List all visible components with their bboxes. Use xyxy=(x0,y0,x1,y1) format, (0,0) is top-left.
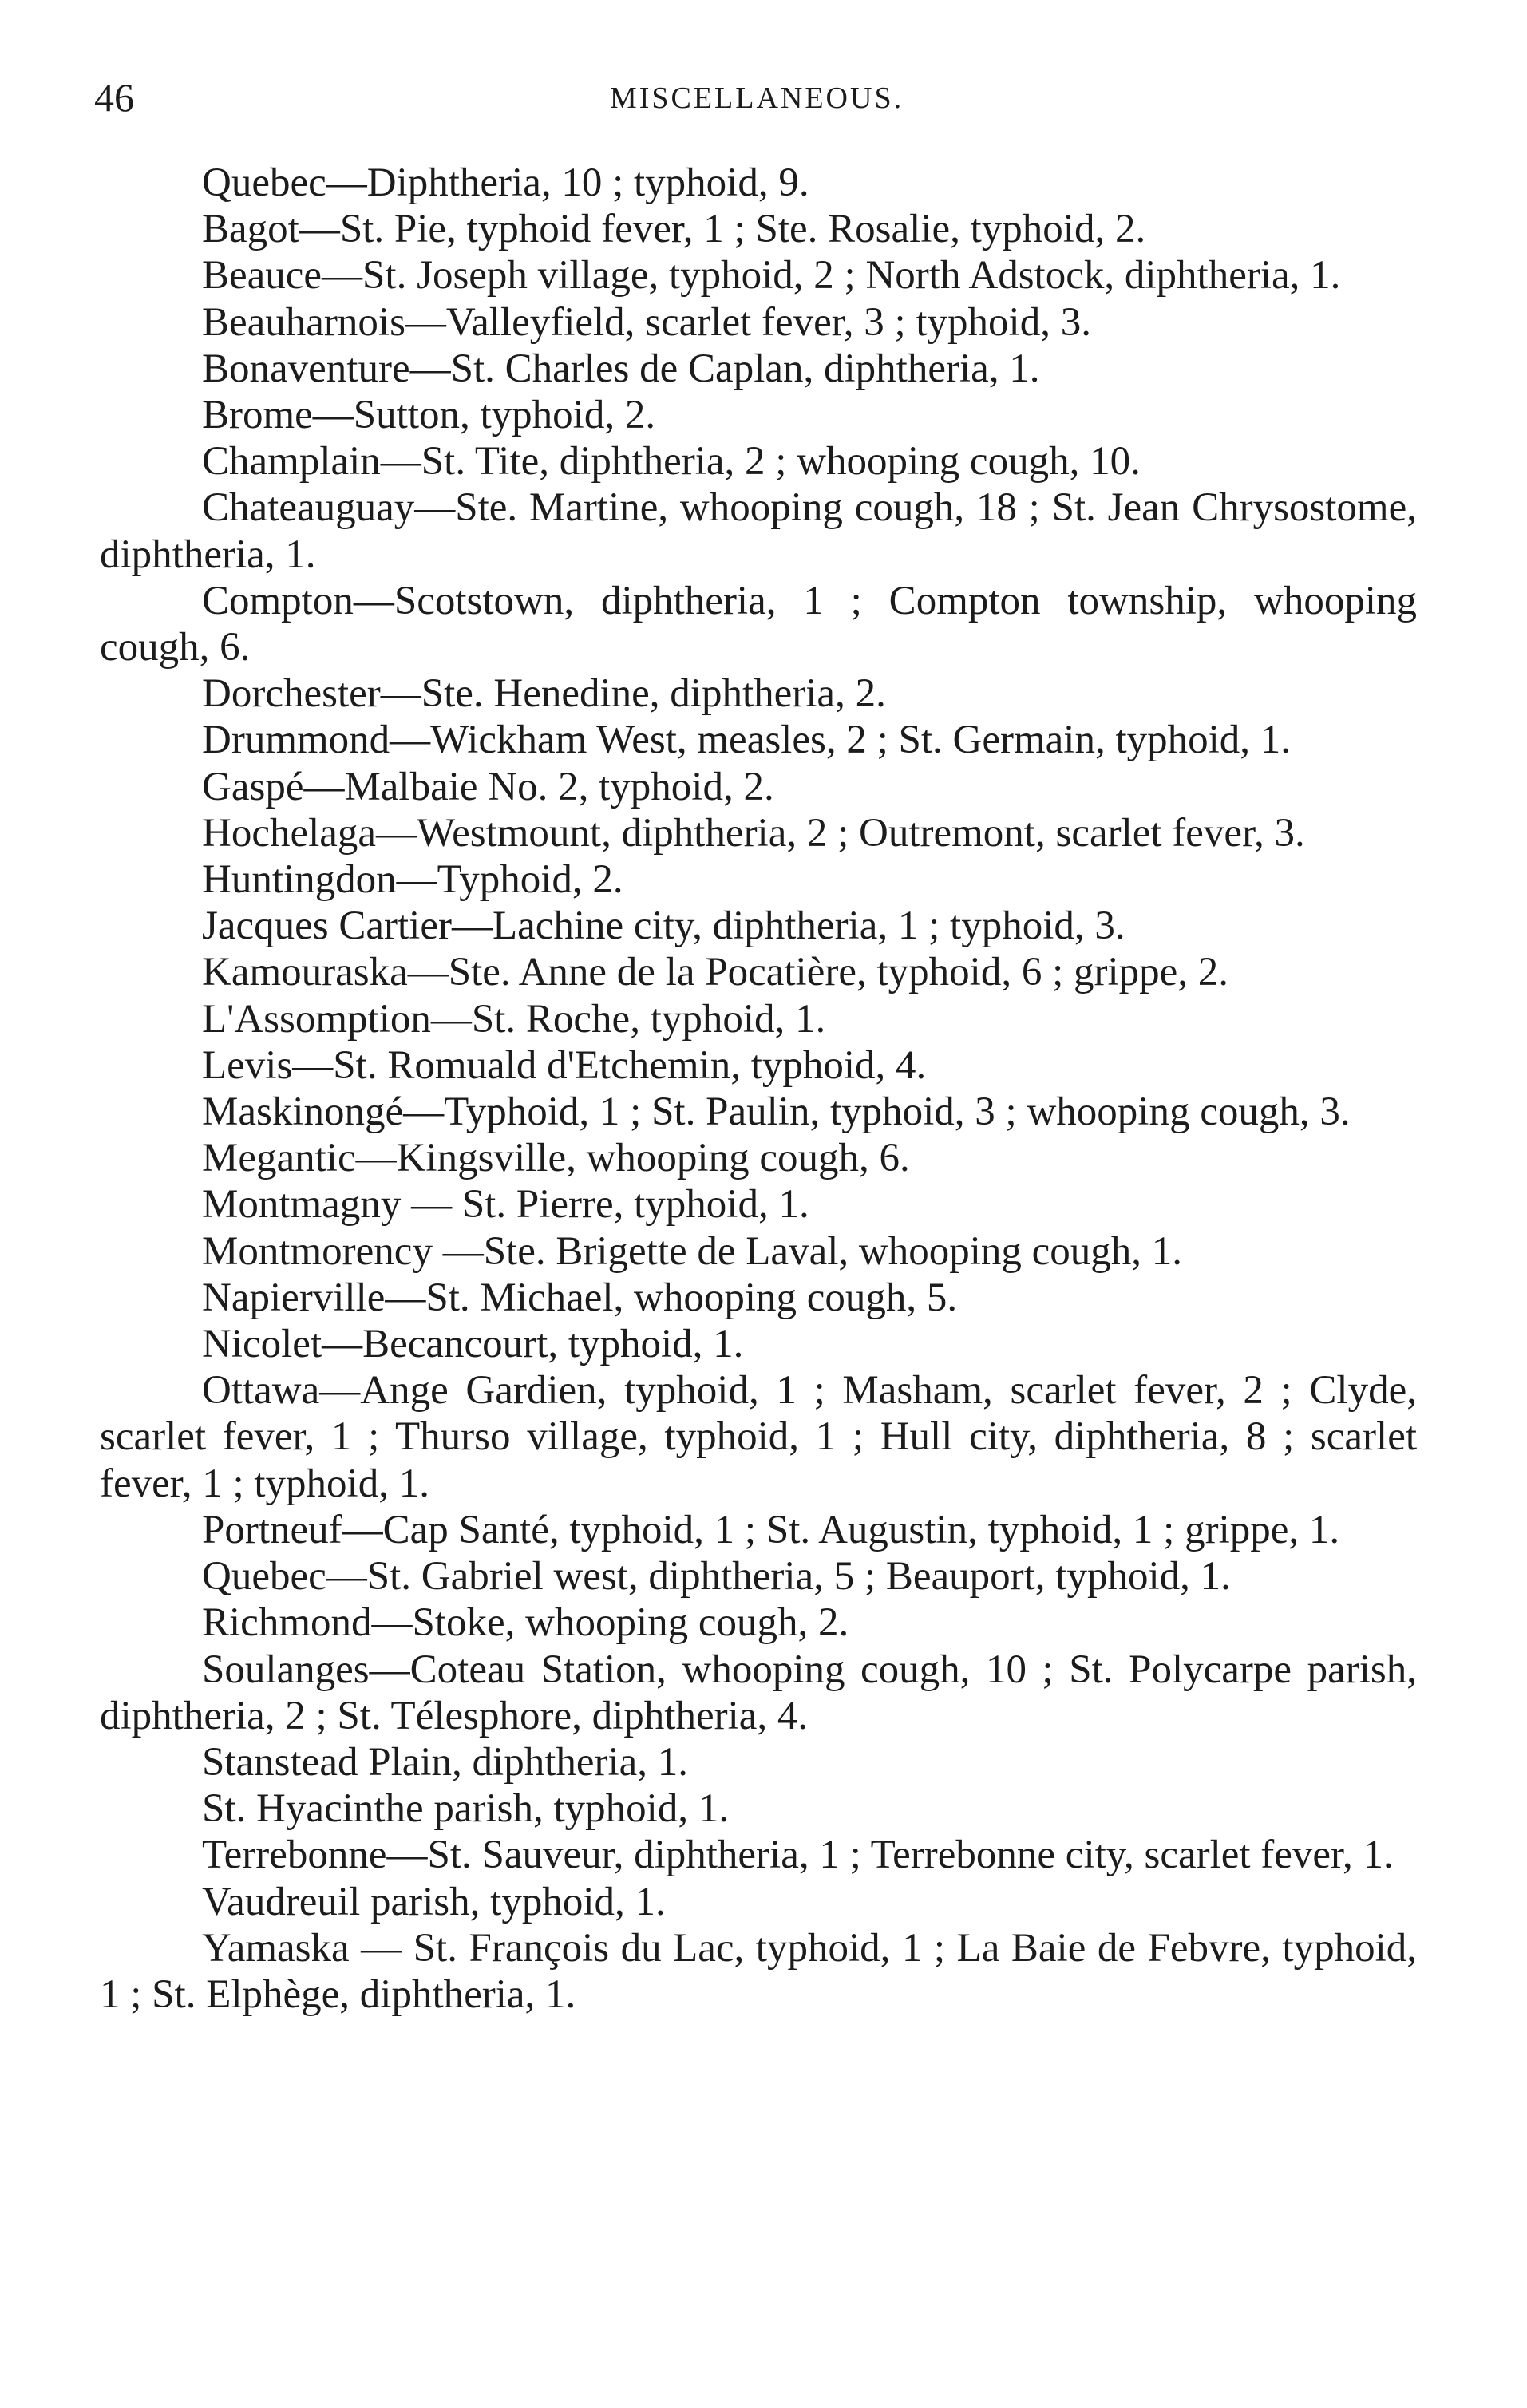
entry-kamouraska: Kamouraska—Ste. Anne de la Pocatière, typhoid, 6 ; grippe, 2. xyxy=(202,950,1229,995)
entry-dorchester: Dorchester—Ste. Henedine, diphtheria, 2. xyxy=(202,671,886,717)
entry-portneuf: Portneuf—Cap Santé, typhoid, 1 ; St. Augustin, typhoid, 1 ; grippe, 1. xyxy=(202,1507,1340,1552)
entry-gaspe: Gaspé—Malbaie No. 2, typhoid, 2. xyxy=(202,764,774,809)
entry-montmagny: Montmagny — St. Pierre, typhoid, 1. xyxy=(202,1182,809,1228)
entry-st-hyacinthe: St. Hyacinthe parish, typhoid, 1. xyxy=(202,1786,730,1832)
entry-maskinonge: Maskinongé—Typhoid, 1 ; St. Paulin, typhoid, 3 ; whooping cough, 3. xyxy=(202,1089,1351,1135)
entry-beauharnois: Beauharnois—Valleyfield, scarlet fever, 3 ; typhoid, 3. xyxy=(202,299,1091,345)
entry-chateauguay: Chateauguay—Ste. Martine, whooping cough, 18 ; St. Jean Chrysostome, diphtheria, 1. xyxy=(100,485,1417,577)
entry-megantic: Megantic—Kingsville, whooping cough, 6. xyxy=(202,1136,910,1181)
entry-brome: Brome—Sutton, typhoid, 2. xyxy=(202,393,656,438)
entry-stanstead: Stanstead Plain, diphtheria, 1. xyxy=(202,1739,689,1785)
entry-huntingdon: Huntingdon—Typhoid, 2. xyxy=(202,857,623,903)
entry-drummond: Drummond—Wickham West, measles, 2 ; St. Germain, typhoid, 1. xyxy=(202,718,1292,763)
entry-bonaventure: Bonaventure—St. Charles de Caplan, diphtheria, 1. xyxy=(202,346,1040,391)
entry-compton: Compton—Scotstown, diphtheria, 1 ; Compton township, whooping cough, 6. xyxy=(100,578,1417,670)
entry-quebec: Quebec—Diphtheria, 10 ; typhoid, 9. xyxy=(202,160,809,205)
entry-nicolet: Nicolet—Becancourt, typhoid, 1. xyxy=(202,1322,744,1367)
entry-napierville: Napierville—St. Michael, whooping cough, 5. xyxy=(202,1275,958,1320)
entry-hochelaga: Hochelaga—Westmount, diphtheria, 2 ; Outremont, scarlet fever, 3. xyxy=(202,810,1305,856)
entry-beauce: Beauce—St. Joseph village, typhoid, 2 ; North Adstock, diphtheria, 1. xyxy=(202,253,1341,299)
entry-quebec-st-gabriel: Quebec—St. Gabriel west, diphtheria, 5 ; Beauport, typhoid, 1. xyxy=(202,1554,1231,1599)
entry-levis: Levis—St. Romuald d'Etchemin, typhoid, 4. xyxy=(202,1042,927,1088)
entry-lassomption: L'Assomption—St. Roche, typhoid, 1. xyxy=(202,996,826,1042)
entry-soulanges: Soulanges—Coteau Station, whooping cough, 10 ; St. Polycarpe parish, diphtheria, 2 ; St. Télesphore, diphtheria, 4. xyxy=(100,1647,1417,1738)
page-header xyxy=(94,73,1419,129)
entry-jacques-cartier: Jacques Cartier—Lachine city, diphtheria, 1 ; typhoid, 3. xyxy=(202,903,1125,949)
page-number: 46 xyxy=(94,75,134,120)
entry-richmond: Richmond—Stoke, whooping cough, 2. xyxy=(202,1600,849,1646)
entry-champlain: Champlain—St. Tite, diphtheria, 2 ; whooping cough, 10. xyxy=(202,439,1141,484)
entry-terrebonne: Terrebonne—St. Sauveur, diphtheria, 1 ; Terrebonne city, scarlet fever, 1. xyxy=(202,1833,1394,1878)
entry-yamaska: Yamaska — St. François du Lac, typhoid, 1 ; La Baie de Febvre, typhoid, 1 ; St. Elphège, diphtheria, 1. xyxy=(100,1925,1417,2017)
entry-ottawa: Ottawa—Ange Gardien, typhoid, 1 ; Masham, scarlet fever, 2 ; Clyde, scarlet fever, 1 ; Thurso village, typhoid, 1 ; Hull city, diphtheria, 8 ; scarlet fever, 1 ; typhoid, 1. xyxy=(100,1368,1417,1506)
entry-montmorency: Montmorency —Ste. Brigette de Laval, whooping cough, 1. xyxy=(202,1228,1183,1274)
report-entries xyxy=(100,160,1417,2018)
entry-bagot: Bagot—St. Pie, typhoid fever, 1 ; Ste. Rosalie, typhoid, 2. xyxy=(202,207,1146,252)
running-head: MISCELLANEOUS. xyxy=(609,81,904,115)
entry-vaudreuil: Vaudreuil parish, typhoid, 1. xyxy=(202,1879,666,1924)
